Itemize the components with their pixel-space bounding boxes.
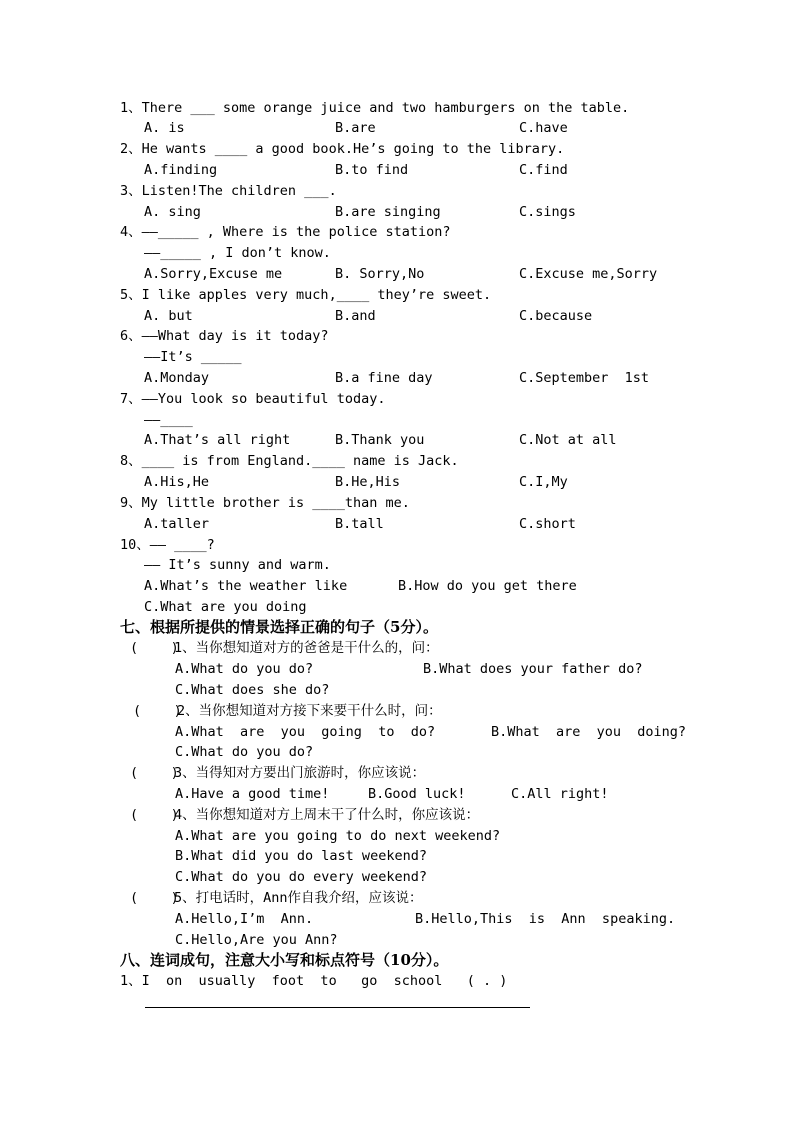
q2-option-a: A.finding	[144, 162, 218, 178]
p7-q3-option-c: C.All right!	[511, 786, 609, 802]
q2-stem: 2、He wants ____ a good book.He’s going to the library.	[120, 141, 565, 157]
q9-option-c: C.short	[519, 516, 576, 532]
p7-q2-answer-blank: ( )	[133, 703, 182, 719]
p7-q2-stem: 2、当你想知道对方接下来要干什么时，问：	[177, 703, 442, 719]
p7-q3-option-a: A.Have a good time!	[175, 786, 330, 802]
q4-option-b: B. Sorry,No	[335, 266, 425, 282]
p7-q3-answer-blank: ( )	[130, 765, 179, 781]
p7-q1-option-a: A.What do you do?	[175, 661, 314, 677]
q9-option-b: B.tall	[335, 516, 384, 532]
p7-q2-option-c: C.What do you do?	[175, 744, 314, 760]
q3-option-a: A. sing	[144, 204, 201, 220]
part8-heading: 八、连词成句，注意大小写和标点符号（10分）。	[120, 951, 449, 969]
p8-item1-answer-line[interactable]	[145, 1007, 530, 1008]
q7-stem-line2: ——____	[144, 412, 193, 428]
q4-stem-line1: 4、——_____ , Where is the police station?	[120, 224, 451, 240]
p7-q4-option-b: B.What did you do last weekend?	[175, 848, 427, 864]
q9-option-a: A.taller	[144, 516, 210, 532]
q7-stem-line1: 7、——You look so beautiful today.	[120, 391, 386, 407]
q8-option-a: A.His,He	[144, 474, 210, 490]
p7-q4-stem: 4、当你想知道对方上周末干了什么时，你应该说：	[174, 807, 480, 823]
p7-q5-option-c: C.Hello,Are you Ann?	[175, 932, 338, 948]
q5-option-a: A. but	[144, 308, 193, 324]
p7-q1-option-c: C.What does she do?	[175, 682, 330, 698]
q9-stem: 9、My little brother is ____than me.	[120, 495, 410, 511]
q7-option-b: B.Thank you	[335, 432, 425, 448]
q2-option-c: C.find	[519, 162, 568, 178]
q10-stem-line2: —— It’s sunny and warm.	[144, 557, 331, 573]
q6-option-a: A.Monday	[144, 370, 210, 386]
q1-option-b: B.are	[335, 120, 376, 136]
q1-option-c: C.have	[519, 120, 568, 136]
q10-option-a: A.What’s the weather like	[144, 578, 348, 594]
p7-q5-answer-blank: ( )	[130, 890, 179, 906]
q10-option-b: B.How do you get there	[398, 578, 577, 594]
p7-q1-option-b: B.What does your father do?	[423, 661, 643, 677]
q5-option-c: C.because	[519, 308, 593, 324]
p7-q5-stem: 5、打电话时，Ann作自我介绍，应该说：	[174, 890, 423, 906]
q6-stem-line2: ——It’s _____	[144, 349, 242, 365]
q1-stem: 1、There ___ some orange juice and two hamburgers on the table.	[120, 100, 630, 116]
p7-q1-answer-blank: ( )	[130, 640, 179, 656]
q4-option-a: A.Sorry,Excuse me	[144, 266, 283, 282]
p8-item1-words: 1、I on usually foot to go school ( . )	[120, 973, 508, 989]
p7-q3-stem: 3、当得知对方要出门旅游时，你应该说：	[174, 765, 426, 781]
q5-stem: 5、I like apples very much,____ they’re sweet.	[120, 287, 492, 303]
q10-stem-line1: 10、—— ____?	[120, 537, 215, 553]
p7-q5-option-a: A.Hello,I’m Ann.	[175, 911, 314, 927]
q1-option-a: A. is	[144, 120, 185, 136]
p7-q2-option-b: B.What are you doing?	[491, 724, 687, 740]
q8-option-c: C.I,My	[519, 474, 568, 490]
q2-option-b: B.to find	[335, 162, 409, 178]
q4-option-c: C.Excuse me,Sorry	[519, 266, 658, 282]
q3-stem: 3、Listen!The children ___.	[120, 183, 337, 199]
q3-option-b: B.are singing	[335, 204, 441, 220]
p7-q3-option-b: B.Good luck!	[368, 786, 466, 802]
q6-option-b: B.a fine day	[335, 370, 433, 386]
p7-q4-option-c: C.What do you do every weekend?	[175, 869, 427, 885]
q10-option-c: C.What are you doing	[144, 599, 307, 615]
q8-stem: 8、____ is from England.____ name is Jack.	[120, 453, 459, 469]
q7-option-a: A.That’s all right	[144, 432, 291, 448]
q7-option-c: C.Not at all	[519, 432, 617, 448]
q3-option-c: C.sings	[519, 204, 576, 220]
q6-option-c: C.September 1st	[519, 370, 650, 386]
p7-q4-option-a: A.What are you going to do next weekend?	[175, 828, 501, 844]
q8-option-b: B.He,His	[335, 474, 401, 490]
p7-q4-answer-blank: ( )	[130, 807, 179, 823]
p7-q1-stem: 1、当你想知道对方的爸爸是干什么的，问：	[174, 640, 439, 656]
q6-stem-line1: 6、——What day is it today?	[120, 328, 329, 344]
p7-q5-option-b: B.Hello,This is Ann speaking.	[415, 911, 676, 927]
p7-q2-option-a: A.What are you going to do?	[175, 724, 436, 740]
part7-heading: 七、根据所提供的情景选择正确的句子（5分）。	[120, 618, 438, 636]
q5-option-b: B.and	[335, 308, 376, 324]
q4-stem-line2: ——_____ , I don’t know.	[144, 245, 331, 261]
